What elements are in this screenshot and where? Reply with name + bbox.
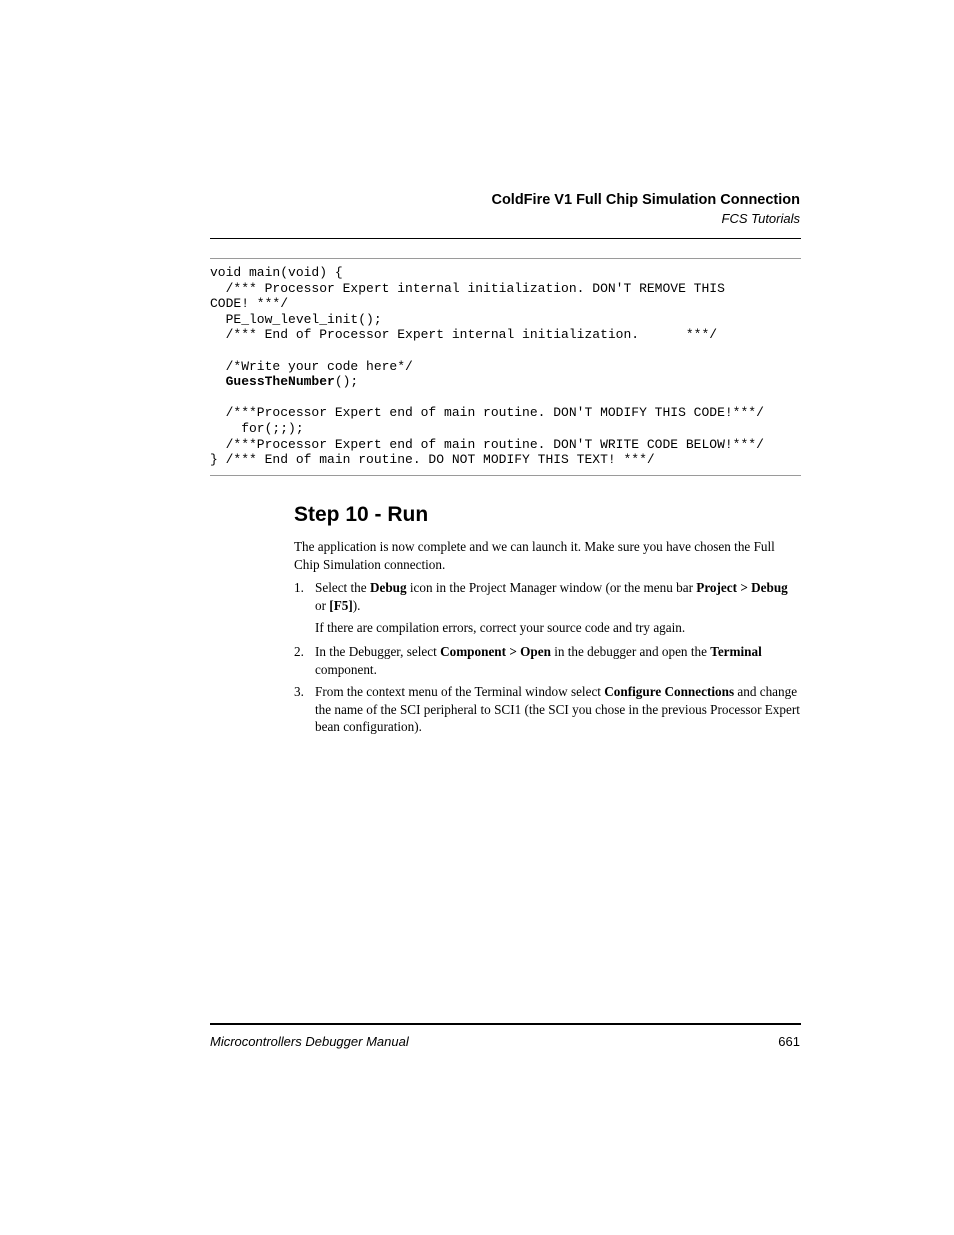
list-item — [294, 579, 800, 614]
footer-manual-title: Microcontrollers Debugger Manual — [210, 1034, 409, 1049]
code-line: /***Processor Expert end of main routine. DON'T MODIFY THIS CODE!***/ — [210, 405, 764, 421]
code-line: /***Processor Expert end of main routine. DON'T WRITE CODE BELOW!***/ — [210, 436, 764, 452]
ui-term-configure-connections: Configure Connections — [604, 684, 735, 699]
list-number: 1. — [294, 580, 304, 595]
text-run: in the debugger and open the — [550, 644, 711, 659]
ui-term-shortcut: [F5] — [329, 597, 353, 613]
code-bottom-rule — [210, 475, 801, 476]
page-number: 661 — [778, 1034, 800, 1049]
code-line: } /*** End of main routine. DO NOT MODIFY THIS TEXT! ***/ — [210, 452, 655, 468]
ui-term-debug: Debug — [369, 580, 407, 595]
text-run: icon in the Project Manager window (or the menu bar — [406, 580, 697, 595]
text-run: ). — [352, 597, 361, 613]
code-indent — [210, 374, 226, 389]
list-item — [294, 683, 800, 736]
section-heading: Step 10 - Run — [294, 503, 429, 526]
running-header-title: ColdFire V1 Full Chip Simulation Connection — [491, 192, 800, 208]
ui-term-terminal: Terminal — [710, 644, 762, 659]
list-item-text — [315, 579, 800, 614]
footer-rule — [210, 1023, 801, 1025]
code-line: /*** End of Processor Expert internal initialization. ***/ — [210, 327, 718, 343]
list-item-text — [315, 683, 800, 736]
list-item — [294, 643, 800, 678]
code-line: /*Write your code here*/ — [210, 358, 413, 374]
header-rule — [210, 238, 801, 239]
code-listing — [210, 265, 764, 468]
code-line: PE_low_level_init(); — [210, 311, 382, 327]
intro-paragraph: The application is now complete and we can launch it. Make sure you have chosen the Full Chip Simulation connection. — [294, 539, 775, 572]
text-run: and change the name of the SCI peripheral to SCI1 (the SCI you chose in the previous Processor Expert bean configuration). — [315, 684, 800, 734]
step-note: If there are compilation errors, correct your source code and try again. — [315, 620, 686, 635]
text-run: component. — [315, 661, 377, 677]
text-run: From the context menu of the Terminal window select — [315, 684, 605, 699]
text-run: or — [315, 597, 330, 613]
ui-term-menu-path: Project > Debug — [696, 580, 788, 595]
running-header-subtitle: FCS Tutorials — [721, 211, 800, 226]
list-item-text — [315, 643, 800, 678]
code-top-rule — [210, 258, 801, 259]
code-line: for(;;); — [210, 420, 304, 436]
ui-term-menu-path: Component > Open — [440, 644, 551, 659]
code-line: void main(void) { — [210, 265, 343, 280]
list-number: 2. — [294, 644, 304, 659]
code-function-call: GuessTheNumber — [225, 374, 335, 390]
code-line: /*** Processor Expert internal initialization. DON'T REMOVE THIS — [210, 280, 725, 296]
code-call-suffix: (); — [334, 374, 359, 390]
list-number: 3. — [294, 684, 304, 699]
code-line: CODE! ***/ — [210, 296, 289, 312]
text-run: Select the — [315, 580, 370, 595]
text-run: In the Debugger, select — [315, 644, 441, 659]
